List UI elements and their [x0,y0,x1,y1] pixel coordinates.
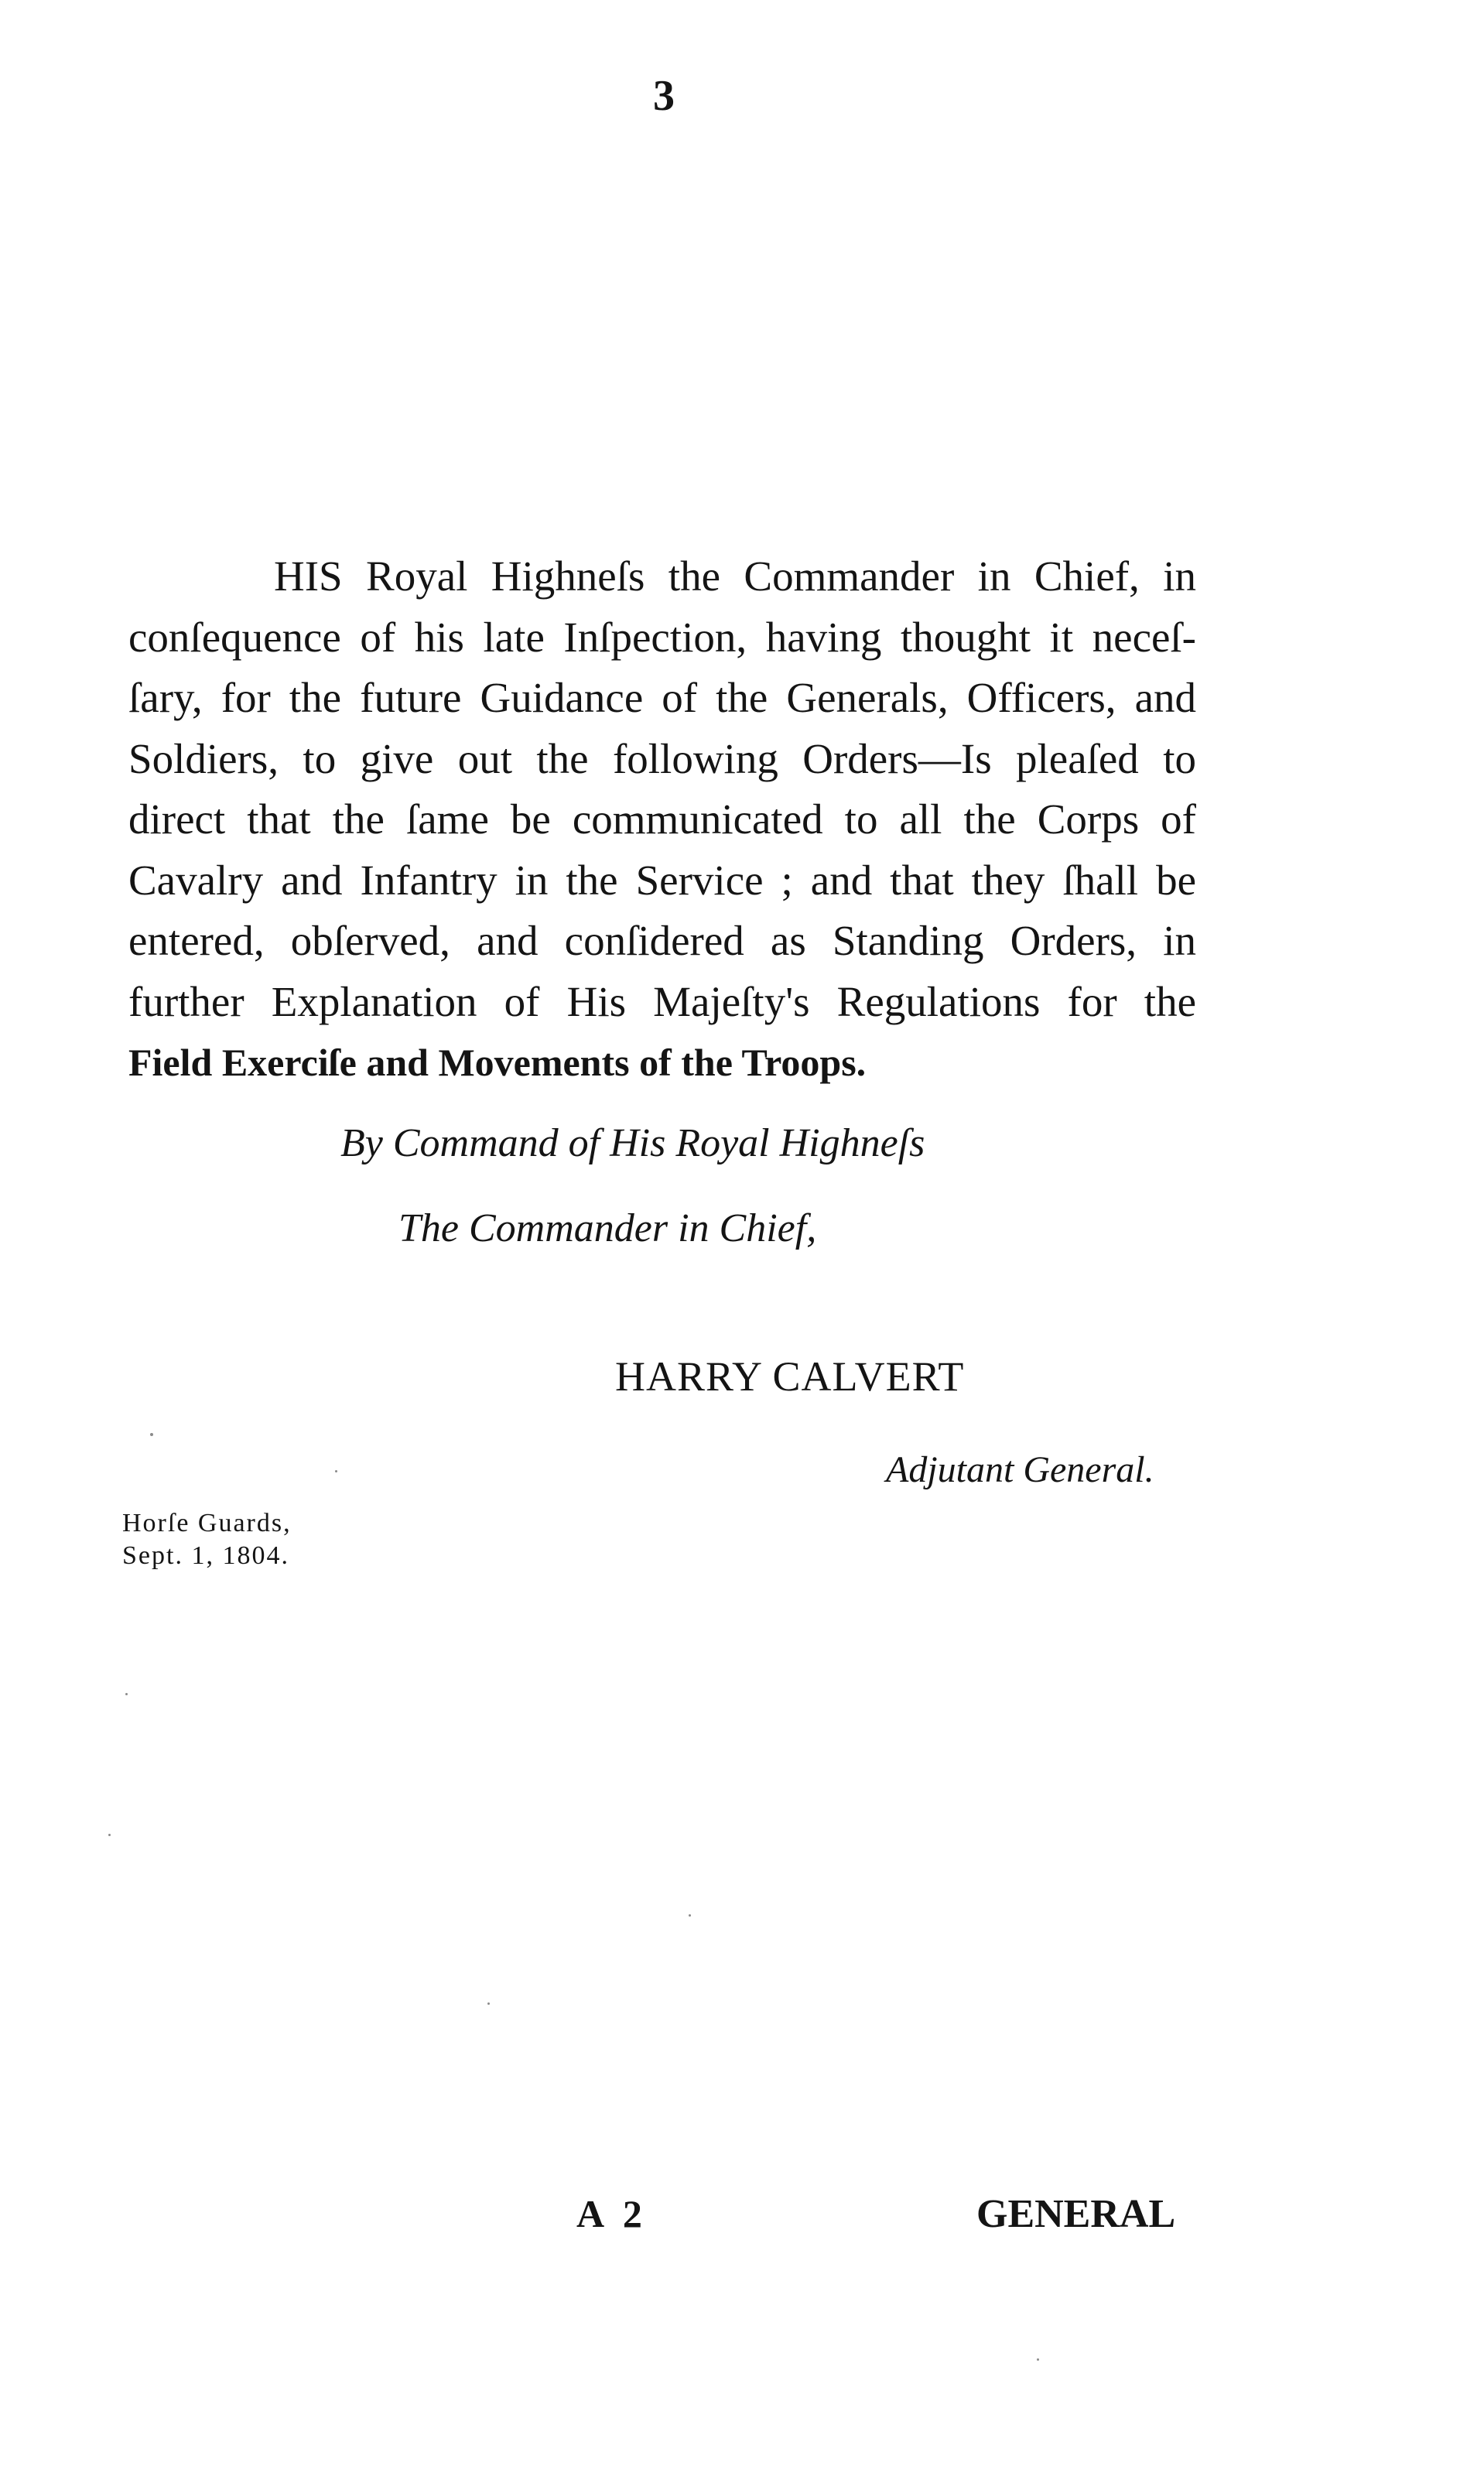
paragraph-line: direct that the ſame be communicated to all the Corps of [128,795,1196,843]
place-line: Horſe Guards, [122,1509,292,1537]
signatory-title: Adjutant General. [886,1449,1154,1490]
by-command-line: By Command of His Royal Highneſs [340,1121,925,1165]
place-date-block [122,1507,292,1572]
paragraph-line: Cavalry and Infantry in the Service ; and that they ſhall be [128,856,1196,904]
paper-speck [335,1470,337,1472]
paper-speck [150,1433,153,1436]
paper-speck [487,2002,490,2005]
paragraph-line: entered, obſerved, and conſidered as Standing Orders, in [128,917,1196,964]
signature-mark: A 2 [576,2192,642,2235]
paragraph-line: HIS Royal Highneſs the Commander in Chief, in [274,552,1196,600]
paragraph-line: Field Exerciſe and Movements of the Troops. [128,1041,867,1084]
paper-speck [125,1693,128,1695]
paper-speck [108,1834,111,1836]
paper-speck [689,1914,691,1917]
paragraph-line: further Explanation of His Majeſty's Regulations for the [128,977,1196,1025]
order-paragraph [128,546,1196,1093]
paragraph-line: Soldiers, to give out the following Orders—Is pleaſed to [128,734,1196,782]
catchword: GENERAL [976,2192,1176,2236]
signatory-name: HARRY CALVERT [615,1353,965,1400]
paper-speck [1037,2358,1039,2361]
page-number: 3 [653,72,675,120]
date-line: Sept. 1, 1804. [122,1541,289,1570]
paragraph-line: conſequence of his late Inſpection, having thought it neceſ- [128,613,1196,661]
paragraph-line: ſary, for the future Guidance of the Generals, Officers, and [128,674,1196,721]
commander-line: The Commander in Chief, [398,1206,817,1250]
